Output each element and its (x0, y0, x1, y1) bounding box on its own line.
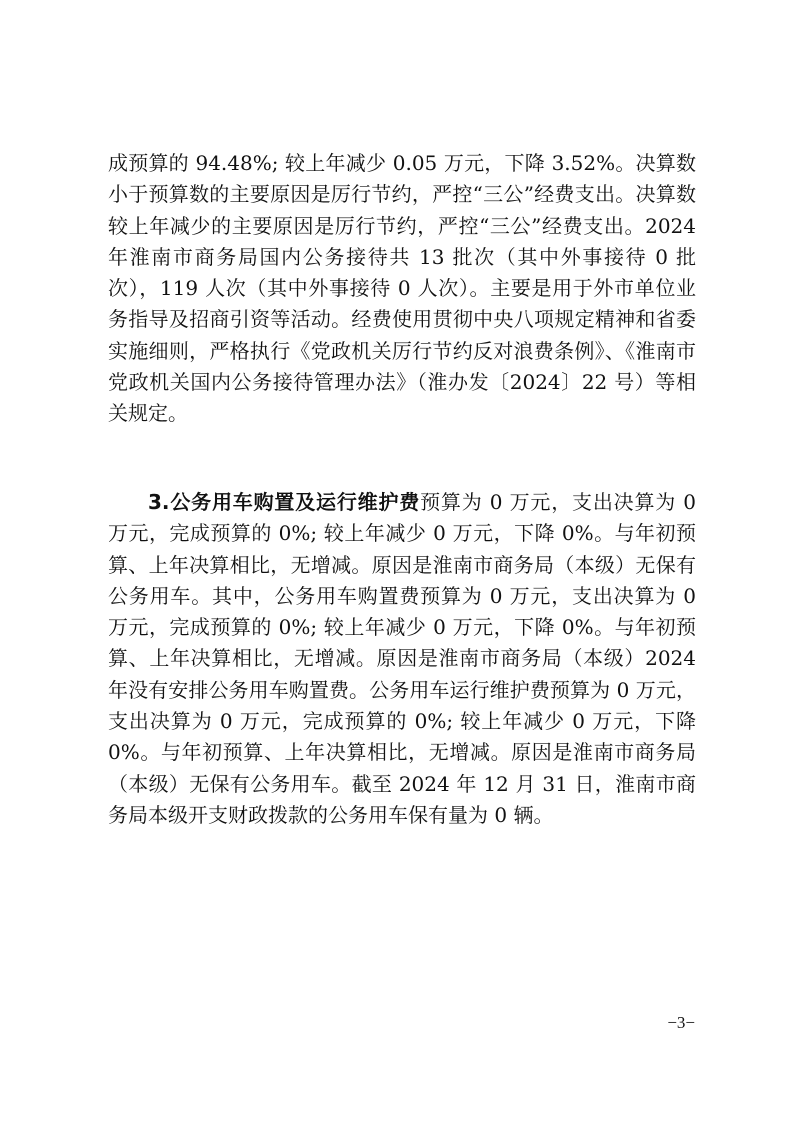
paragraph-vehicle-expenses (108, 487, 696, 831)
paragraph-reception-expenses: 成预算的 94.48%; 较上年减少 0.05 万元，下降 3.52%。决算数小于预算数的主要原因是厉行节约，严控“三公”经费支出。决算数较上年减少的主要原因是厉行节约，严控“三公”经费支出。2024 年淮南市商务局国内公务接待共 13 批次（其中外事接待 0 批次），119 人次（其中外事接待 0 人次）。主要是用于外市单位业务指导及招商引资等活动。经费使用贯彻中央八项规定精神和省委实施细则，严格执行《党政机关厉行节约反对浪费条例》、《淮南市党政机关国内公务接待管理办法》（淮办发〔2024〕22 号）等相关规定。 (108, 151, 696, 426)
paragraph-vehicle-body: 预算为 0 万元，支出决算为 0 万元，完成预算的 0%; 较上年减少 0 万元，下降 0%。与年初预算、上年决算相比，无增减。原因是淮南市商务局（本级）无保有公务用车。其中，公务用车购置费预算为 0 万元，支出决算为 0 万元，完成预算的 0%; 较上年减少 0 万元，下降 0%。与年初预算、上年决算相比，无增减。原因是淮南市商务局（本级）2024 年没有安排公务用车购置费。公务用车运行维护费预算为 0 万元，支出决算为 0 万元，完成预算的 0%; 较上年减少 0 万元，下降 0%。与年初预算、上年决算相比，无增减。原因是淮南市商务局（本级）无保有公务用车。截至 2024 年 12 月 31 日，淮南市商务局本级开支财政拨款的公务用车保有量为 0 辆。 (108, 490, 696, 827)
section-heading-vehicle: 3.公务用车购置及运行维护费 (148, 490, 421, 514)
page-number: −3− (667, 1013, 695, 1032)
